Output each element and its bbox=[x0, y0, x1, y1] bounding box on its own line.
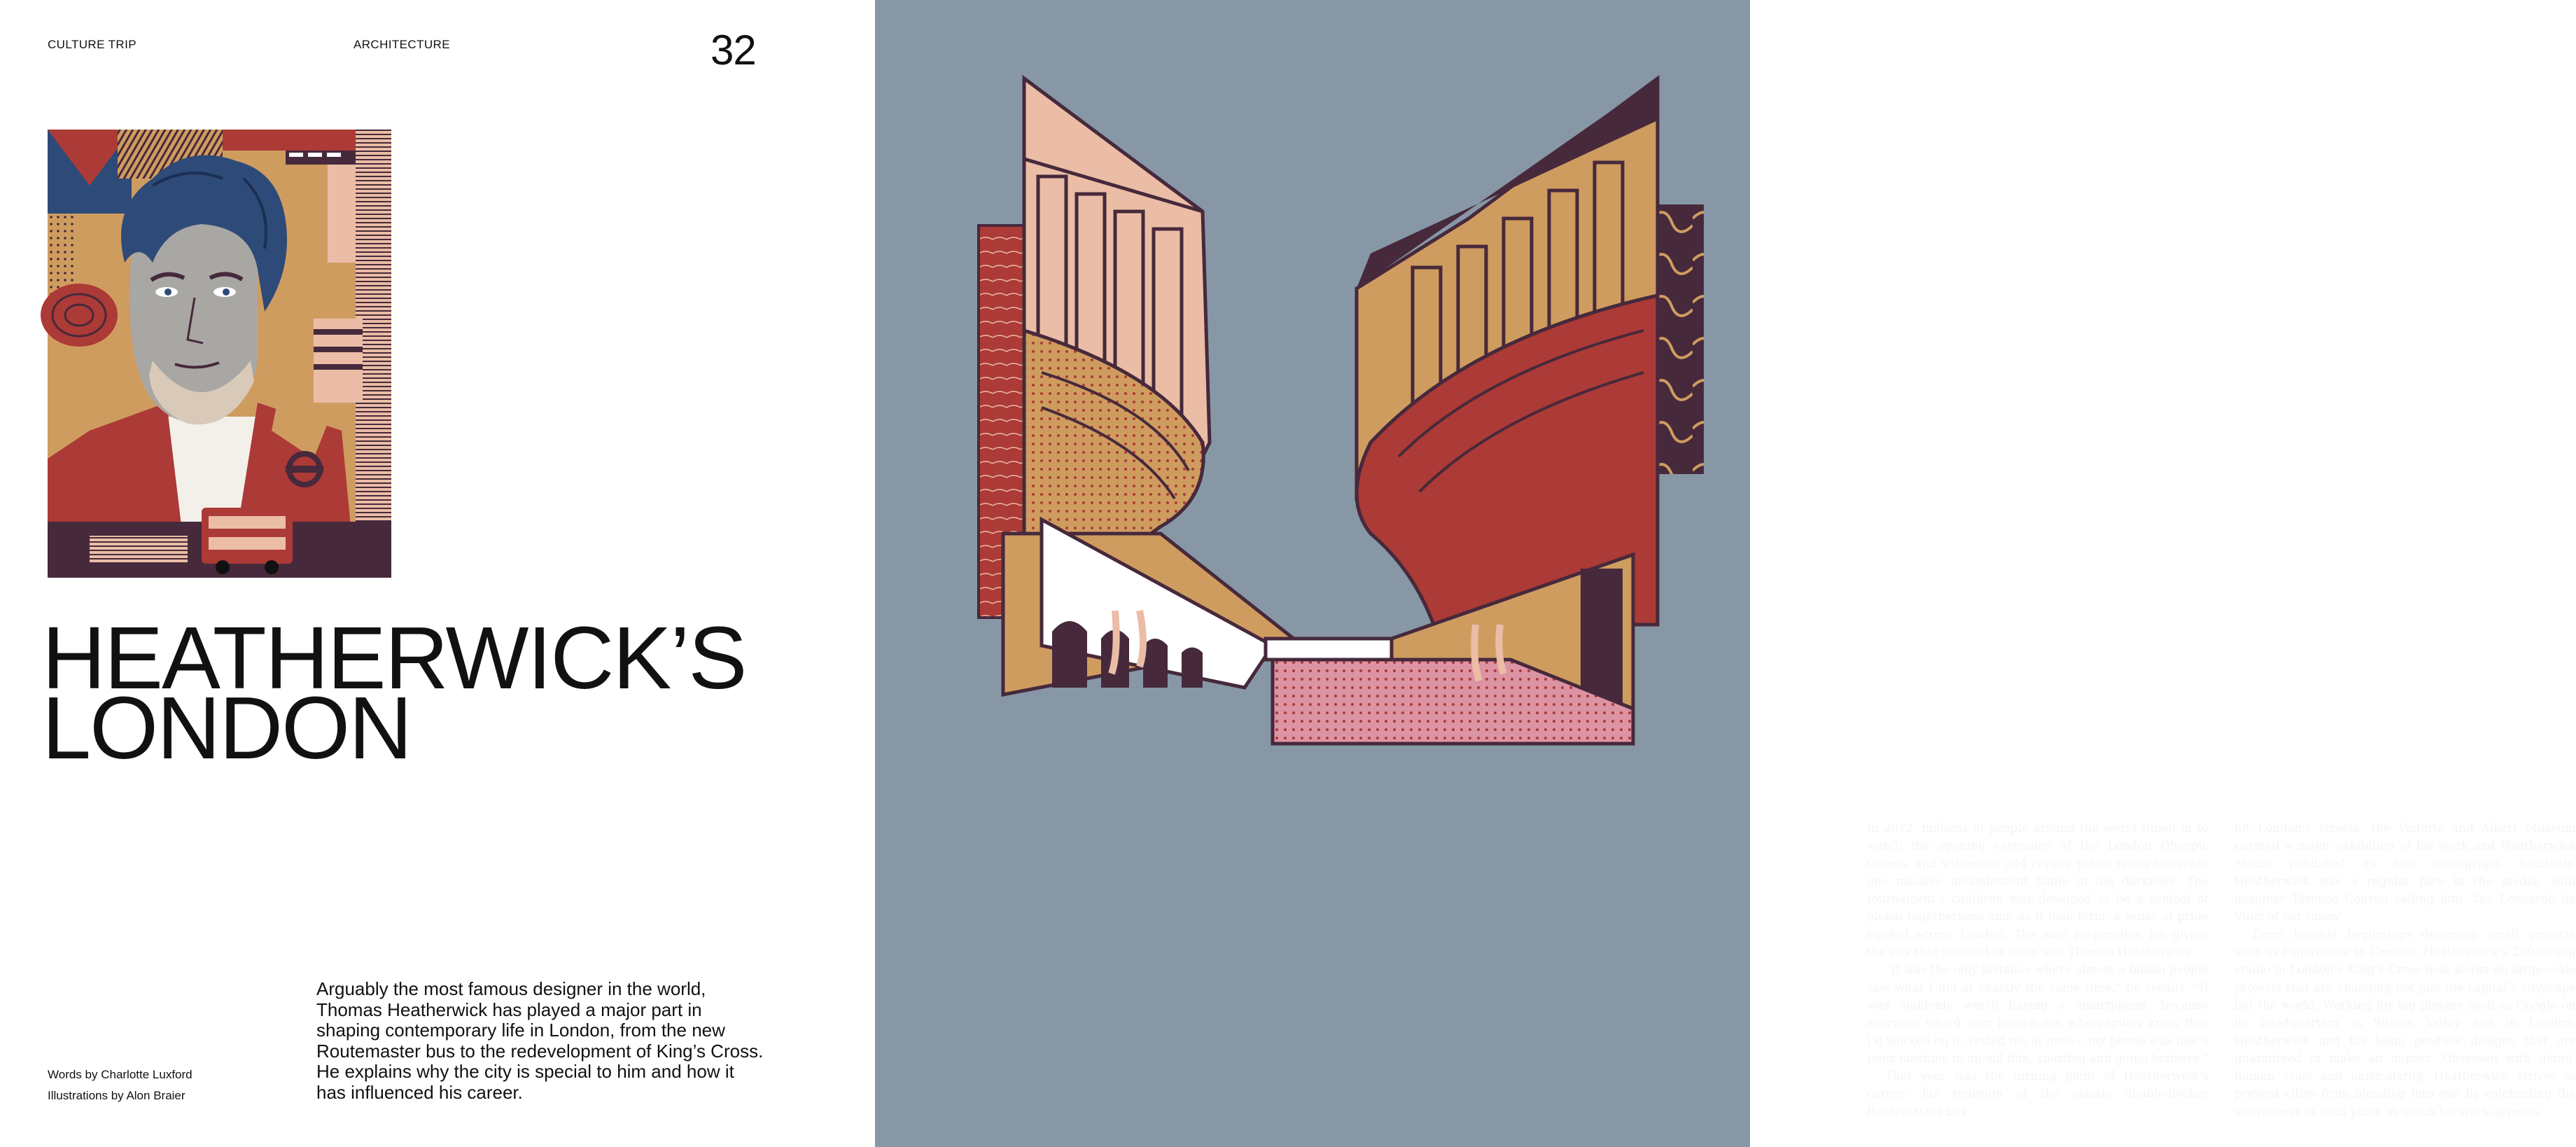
body-paragraph: That year was the turning point of Heatherwick’s career: his redesign of the classic double-decker Routemaster bus bbox=[1867, 1069, 2208, 1118]
credits bbox=[48, 1064, 192, 1106]
article-title bbox=[42, 609, 746, 777]
body-paragraph: From humble beginnings designing small projects such as Paperhouse in Chelsea, Heatherwick’s 250-strong studio in London’s King’s Cross now works on large-scale projects that are changing not just the capital’s cityscape but the world. Working for big players such as Google on its headquarters in Silicon Valley and in London, Heatherwick and his team produce designs that are guaranteed to make an impact. Obsessed with detail, human scale and particularity, Heatherwick strives to prevent cities from blending into one by celebrating the uniqueness of each place in which his work appears. bbox=[2234, 927, 2576, 1118]
body-paragraph: In 2012, millions of people around the world tuned in to watch the opening ceremony of the London Olympic Games, and witnessed 204 copper petals rising to create one massive incandescent flame in the darkness. The tournament’s cauldron was designed to be a symbol of global togetherness and, as it took form, a sense of pride rippled across London. The man responsible for giving the city that moment of unity was Thomas Heatherwick. bbox=[1867, 821, 2208, 959]
page-number: 32 bbox=[710, 27, 756, 74]
standfirst: Arguably the most famous designer in the world, Thomas Heatherwick has played a major part in shaping contemporary life in London, from the new Routemaster bus to the redevelopment of King’s Cross. He explains why the city is special to him and how it has influenced his career. bbox=[316, 978, 764, 1103]
words-credit: Words by Charlotte Luxford bbox=[48, 1068, 192, 1081]
body-paragraph: hit London’s streets, the Victoria and Albert Museum curated a major exhibition of his work and Heatherwick Studio published its first monograph. Suddenly, Heatherwick was a regular face in the media, with designer Terence Conran calling him “the Leonardo da Vinci of our times”. bbox=[2234, 821, 2576, 924]
magazine-name: CULTURE TRIP bbox=[48, 38, 136, 51]
body-column-2 bbox=[2234, 819, 2576, 1120]
body-paragraph: “It was the only instance where almost a billion people saw what I did at exactly the same time,” he recalls. “It was suddenly worth having a smartphone, because everyone who’d ever known me, who vaguely knew that I’d worked on it, texted me at once – my phone was like a telex machine in an old film, spurting and going bonkers.” bbox=[1867, 963, 2208, 1065]
right-page bbox=[875, 0, 2576, 1147]
illustrations-credit: Illustrations by Alon Braier bbox=[48, 1089, 186, 1102]
building-illustration bbox=[979, 78, 1704, 747]
body-column-1 bbox=[1867, 819, 2208, 1120]
title-line-2: LONDON bbox=[42, 679, 412, 777]
portrait-illustration bbox=[48, 130, 391, 578]
title-line-1: HEATHERWICK’S bbox=[42, 609, 746, 707]
section-label: ARCHITECTURE bbox=[354, 38, 450, 51]
left-page bbox=[0, 0, 875, 1147]
